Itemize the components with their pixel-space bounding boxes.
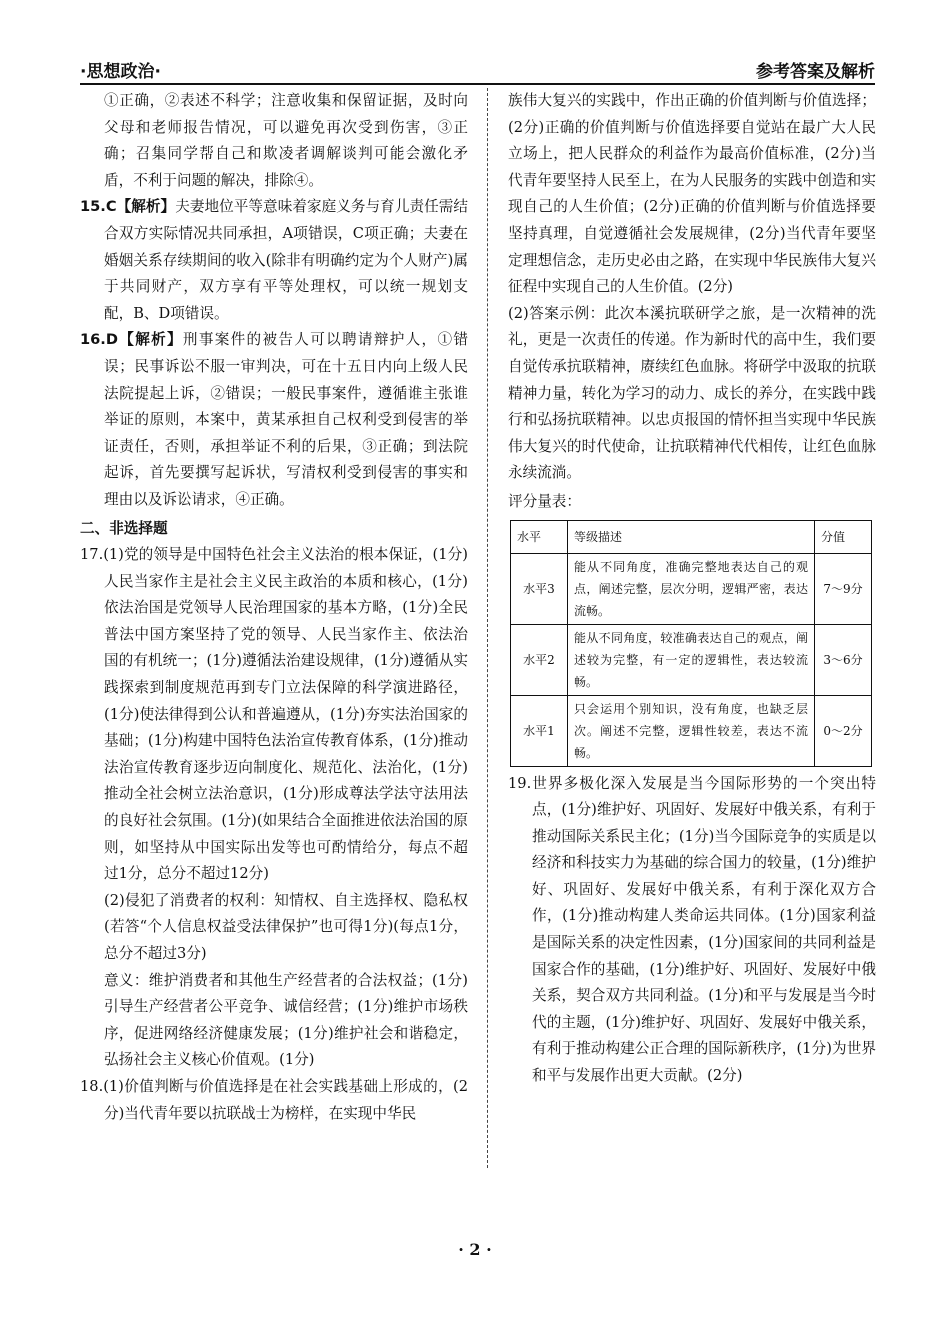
q16-text: 刑事案件的被告人可以聘请辩护人，①错误；民事诉讼不服一审判决，可在十五日内向上级人民法院提起上诉，②错误；一般民事案件，遵循谁主张谁举证的原则，本案中，黄某承担自己权利受到侵害的举证责任，否则，承担举证不利的后果，③正确；到法院起诉，首先要撰写起诉状，写清权利受到侵害的事实和理由以及诉讼请求，④正确。: [104, 331, 468, 508]
q15-analysis-tag: 【解析】: [116, 198, 176, 216]
row-description: 只会运用个别知识，没有角度，也缺乏层次。阐述不完整，逻辑性较差，表达不流畅。: [568, 695, 815, 766]
row-description: 能从不同角度，准确完整地表达自己的观点，阐述完整，层次分明，逻辑严密，表达流畅。: [568, 553, 815, 624]
q15-text: 夫妻地位平等意味着家庭义务与育儿责任需结合双方实际情况共同承担，A项错误，C项正确；夫妻在婚姻关系存续期间的收入(除非有明确约定为个人财产)属于共同财产，双方享有平等处理权，可以统一规划支配，B、D项错误。: [104, 198, 468, 322]
row-level: 水平3: [511, 553, 568, 624]
q18-part2: (2)答案示例：此次本溪抗联研学之旅，是一次精神的洗礼，更是一次责任的传递。作为新时代的高中生，我们要自觉传承抗联精神，赓续红色血脉。将研学中汲取的抗联精神力量，转化为学习的动力、成长的养分，在实践中践行和弘扬抗联精神。以忠贞报国的情怀担当实现中华民族伟大复兴的时代使命，让抗联精神代代相传，让红色血脉永续流淌。: [508, 304, 876, 482]
q16-answer: [80, 327, 468, 513]
table-header-row: [511, 520, 872, 553]
section-label: 参考答案及解析: [756, 62, 875, 82]
q15-answer: [80, 194, 468, 327]
header-description: 等级描述: [568, 520, 815, 553]
table-row: [511, 624, 872, 695]
table-caption: 评分量表：: [508, 492, 581, 510]
q18-part1-continuation: 族伟大复兴的实践中，作出正确的价值判断与价值选择；(2分)正确的价值判断与价值选择要自觉站在最广大人民立场上，把人民群众的利益作为最高价值标准，(2分)当代青年要坚持人民至上，在为人民服务的实践中创造和实现自己的人生价值；(2分)正确的价值判断与价值选择要坚持真理，自觉遵循社会发展规律，(2分)当代青年要坚定理想信念，走历史必由之路，在实现中华民族伟大复兴征程中实现自己的人生价值。(2分): [508, 92, 876, 296]
q15-choice: 15.C: [80, 198, 117, 216]
q17-part1: 17.(1)党的领导是中国特色社会主义法治的根本保证，(1分)人民当家作主是社会主义民主政治的本质和核心，(1分)依法治国是党领导人民治理国家的基本方略，(1分)全民普法中国方案坚持了党的领导、人民当家作主、依法治国的有机统一；(1分)遵循法治建设规律，(1分)遵循从实践探索到制度规范再到专门立法保障的科学演进路径，(1分)使法律得到公认和普遍遵从，(1分)夯实法治国家的基础；(1分)构建中国特色法治宣传教育体系，(1分)推动法治宣传教育逐步迈向制度化、规范化、法治化，(1分)推动全社会树立法治意识，(1分)形成尊法学法守法用法的良好社会氛围。(1分)(如果结合全面推进依法治国的原则，如坚持从中国实际出发等也可酌情给分，每点不超过1分，总分不超过12分): [80, 546, 468, 883]
q17-part2: (2)侵犯了消费者的权利：知情权、自主选择权、隐私权(若答“个人信息权益受法律保护”也可得1分)(每点1分，总分不超过3分): [104, 891, 468, 962]
row-description: 能从不同角度，较准确表达自己的观点，阐述较为完整，有一定的逻辑性，表达较流畅。: [568, 624, 815, 695]
q19-answer: 19.世界多极化深入发展是当今国际形势的一个突出特点，(1分)维护好、巩固好、发展好中俄关系，有利于推动国际关系民主化；(1分)当今国际竞争的实质是以经济和科技实力为基础的综合国力的较量，(1分)维护好、巩固好、发展好中俄关系，有利于深化双方合作，(1分)推动构建人类命运共同体。(1分)国家利益是国际关系的决定性因素，(1分)国家间的共同利益是国家合作的基础，(1分)维护好、巩固好、发展好中俄关系，契合双方共同利益。(1分)和平与发展是当今时代的主题，(1分)维护好、巩固好、发展好中俄关系，有利于推动构建公正合理的国际新秩序，(1分)为世界和平与发展作出更大贡献。(2分): [508, 774, 876, 1085]
row-score: 3～6分: [815, 624, 872, 695]
table-row: [511, 553, 872, 624]
row-level: 水平1: [511, 695, 568, 766]
q16-analysis-tag: 【解析】: [117, 331, 183, 349]
right-column: [508, 88, 876, 1090]
row-score: 0～2分: [815, 695, 872, 766]
page-header: [80, 55, 875, 85]
table-row: [511, 695, 872, 766]
subject-label: ·思想政治·: [80, 62, 161, 82]
header-level: 水平: [511, 520, 568, 553]
q18-part1: 18.(1)价值判断与价值选择是在社会实践基础上形成的，(2分)当代青年要以抗联战士为榜样，在实现中华民: [80, 1077, 468, 1122]
row-level: 水平2: [511, 624, 568, 695]
section-heading: 二、非选择题: [80, 519, 168, 537]
q16-choice: 16.D: [80, 331, 118, 349]
scoring-table: [510, 520, 872, 767]
q17-significance: 意义：维护消费者和其他生产经营者的合法权益；(1分)引导生产经营者公平竞争、诚信经营；(1分)维护市场秩序，促进网络经济健康发展；(1分)维护社会和谐稳定，弘扬社会主义核心价值观。(1分): [104, 971, 468, 1069]
row-score: 7～9分: [815, 553, 872, 624]
header-score: 分值: [815, 520, 872, 553]
column-divider: [487, 88, 488, 1168]
q14-continuation: ①正确，②表述不科学；注意收集和保留证据，及时向父母和老师报告情况，可以避免再次受到伤害，③正确；召集同学帮自己和欺凌者调解谈判可能会激化矛盾，不利于问题的解决，排除④。: [104, 92, 468, 189]
left-column: [80, 88, 468, 1127]
page-number: · 2 ·: [458, 1240, 492, 1259]
